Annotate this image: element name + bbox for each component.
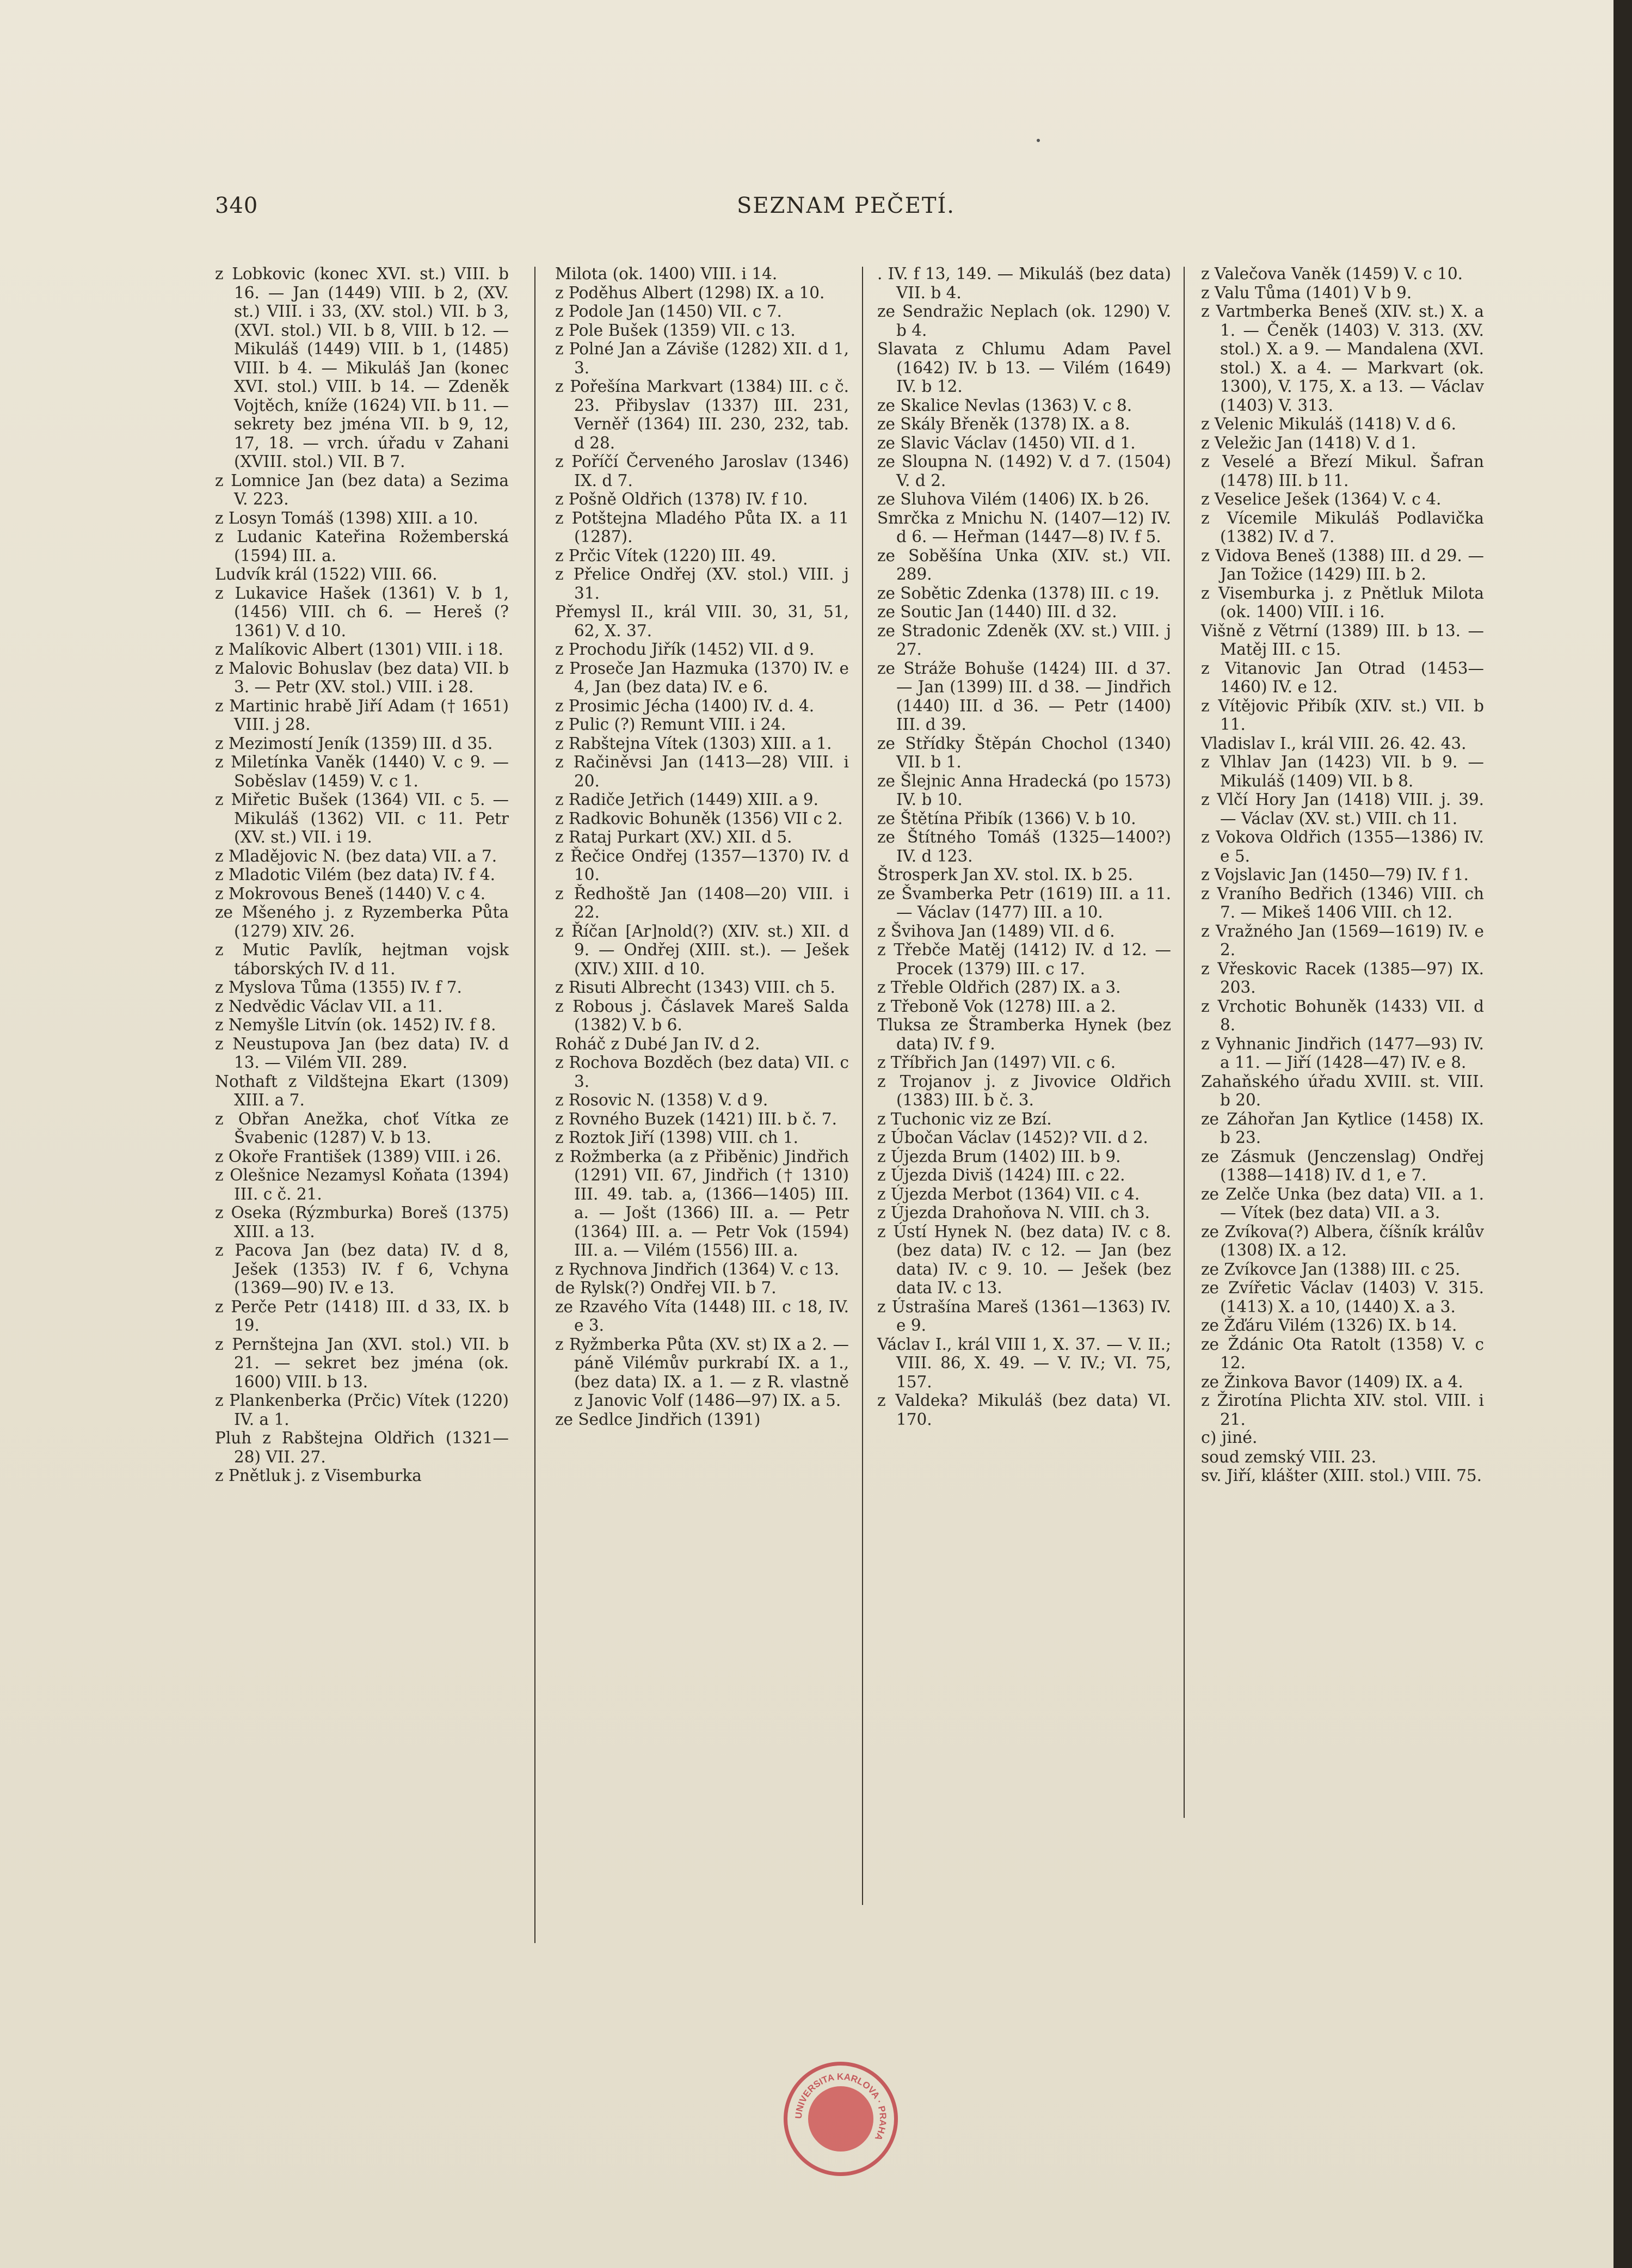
index-entry: z Veležic Jan (1418) V. d 1. (1201, 433, 1417, 452)
index-entry: Pluh z Rabštejna Oldřich (1321—28) VII. 27. (215, 1429, 509, 1466)
index-entry: ze Šlejnic Anna Hradecká (po 1573) IV. b 10. (877, 771, 1171, 809)
index-entry: ze Sloupna N. (1492) V. d 7. (1504) V. d 2. (877, 452, 1171, 490)
index-entry: z Vraního Bedřich (1346) VIII. ch 7. — Mikeš 1406 VIII. ch 12. (1201, 884, 1484, 921)
index-entry: z Valu Tůma (1401) V b 9. (1201, 283, 1412, 302)
index-entry: ze Soutic Jan (1440) III. d 32. (877, 603, 1117, 621)
index-entry: z Rabštejna Vítek (1303) XIII. a 1. (555, 734, 832, 753)
index-entry: z Pole Bušek (1359) VII. c 13. (555, 321, 796, 340)
index-entry: z Vokova Oldřich (1355—1386) IV. e 5. (1201, 828, 1484, 865)
index-entry: ze Zelče Unka (bez data) VII. a 1. — Vítek (bez data) VII. a 3. (1201, 1184, 1484, 1222)
index-entry: z Radkovic Bohuněk (1356) VII c 2. (555, 809, 843, 828)
index-entry: z Mladějovic N. (bez data) VII. a 7. (215, 846, 497, 865)
index-entry: ze Zvíkova(?) Albera, číšník králův (1308) IX. a 12. (1201, 1222, 1484, 1259)
index-entry: Přemysl II., král VIII. 30, 31, 51, 62, X. 37. (555, 603, 849, 640)
index-entry: z Ústí Hynek N. (bez data) IV. c 8. (bez data) IV. c 12. — Jan (bez data) IV. c 9. 10. — Ješek (bez data IV. c 13. (877, 1222, 1171, 1297)
index-entry: Tluksa ze Štramberka Hynek (bez data) IV. f 9. (877, 1016, 1171, 1053)
index-entry: z Okoře František (1389) VIII. i 26. (215, 1147, 502, 1166)
index-entry: ze Soběšína Unka (XIV. st.) VII. 289. (877, 546, 1171, 583)
index-entry: z Neustupova Jan (bez data) IV. d 13. — Vilém VII. 289. (215, 1034, 509, 1072)
column-divider (1184, 267, 1185, 1818)
index-entry: z Plankenberka (Prčic) Vítek (1220) IV. a 1. (215, 1391, 509, 1429)
index-entry: z Vartmberka Beneš (XIV. st.) X. a 1. — Čeněk (1403) V. 313. (XV. stol.) X. a 9. — Mandalena (XVI. stol.) X. a 4. — Markvart (ok. 1300), V. 175, X. a 13. — Václav (1403) V. 313. (1201, 302, 1484, 415)
index-entry: z Roztok Jiří (1398) VIII. ch 1. (555, 1128, 799, 1147)
index-entry: z Mladotic Vilém (bez data) IV. f 4. (215, 865, 496, 884)
index-entry: z Visemburka j. z Pnětluk Milota (ok. 1400) VIII. i 16. (1201, 583, 1484, 621)
index-column-3 (877, 265, 1171, 1429)
index-entry: ze Mšeného j. z Ryzemberka Půta (1279) XIV. 26. (215, 903, 509, 941)
index-entry: z Mutic Pavlík, hejtman vojsk táborských IV. d 11. (215, 941, 509, 978)
index-entry: ze Stradonic Zdeněk (XV. st.) VIII. j 27. (877, 621, 1171, 659)
index-entry: z Oseka (Rýzmburka) Boreš (1375) XIII. a 13. (215, 1203, 509, 1241)
index-entry: z Švihova Jan (1489) VII. d 6. (877, 921, 1115, 941)
index-entry: z Nedvědic Václav VII. a 11. (215, 997, 443, 1016)
index-entry: z Pnětluk j. z Visemburka (215, 1466, 422, 1485)
index-entry: Smrčka z Mnichu N. (1407—12) IV. d 6. — Heřman (1447—8) IV. f 5. (877, 508, 1171, 546)
index-entry: z Podole Jan (1450) VII. c 7. (555, 302, 782, 321)
index-entry: z Pulic (?) Remunt VIII. i 24. (555, 715, 786, 734)
index-entry: z Ryžmberka Půta (XV. st) IX a 2. — páně Vilémův purkrabí IX. a 1., (bez data) IX. a 1. — z R. vlastně z Janovic Volf (1486—97) IX. a 5. (555, 1335, 849, 1410)
index-column-1 (215, 265, 509, 1485)
index-entry: de Rylsk(?) Ondřej VII. b 7. (555, 1279, 777, 1297)
index-entry: z Třeboně Vok (1278) III. a 2. (877, 997, 1116, 1016)
index-entry: z Veselé a Březí Mikul. Šafran (1478) III. b 11. (1201, 452, 1484, 490)
index-entry: z Ředhoště Jan (1408—20) VIII. i 22. (555, 884, 849, 921)
index-entry: z Trojanov j. z Jivovice Oldřich (1383) III. b č. 3. (877, 1072, 1171, 1109)
index-entry: z Vícemile Mikuláš Podlavička (1382) IV. d 7. (1201, 508, 1484, 546)
index-entry: z Poříčí Červeného Jaroslav (1346) IX. d 7. (555, 452, 849, 490)
index-entry: z Úbočan Václav (1452)? VII. d 2. (877, 1128, 1148, 1147)
library-stamp (784, 2062, 898, 2176)
index-entry: z Vitanovic Jan Otrad (1453—1460) IV. e 12. (1201, 659, 1484, 696)
index-entry: z Poděhus Albert (1298) IX. a 10. (555, 283, 825, 302)
page-number: 340 (215, 193, 258, 218)
index-entry: Štrosperk Jan XV. stol. IX. b 25. (877, 865, 1133, 884)
stamp-ring-text (787, 2066, 894, 2172)
index-entry: Václav I., král VIII 1, X. 37. — V. II.; VIII. 86, X. 49. — V. IV.; VI. 75, 157. (877, 1335, 1171, 1391)
index-entry: z Vlhlav Jan (1423) VII. b 9. — Mikuláš (1409) VII. b 8. (1201, 753, 1484, 790)
index-entry: Višně z Větrní (1389) III. b 13. — Matěj III. c 15. (1201, 621, 1484, 659)
index-entry: ze Žďáru Vilém (1326) IX. b 14. (1201, 1316, 1457, 1335)
index-entry: z Valdeka? Mikuláš (bez data) VI. 170. (877, 1391, 1171, 1429)
index-column-4 (1201, 265, 1484, 1485)
index-entry: z Vrchotic Bohuněk (1433) VII. d 8. (1201, 997, 1484, 1034)
index-entry: z Mezimostí Jeník (1359) III. d 35. (215, 734, 493, 753)
index-entry: z Pošně Oldřich (1378) IV. f 10. (555, 490, 808, 508)
index-entry: z Třebče Matěj (1412) IV. d 12. — Procek (1379) III. c 17. (877, 941, 1171, 978)
index-entry: ze Sluhova Vilém (1406) IX. b 26. (877, 490, 1149, 508)
svg-text:UNIVERSITA KARLOVA · PRAHA: UNIVERSITA KARLOVA · PRAHA (793, 2071, 889, 2142)
index-entry: z Mokrovous Beneš (1440) V. c 4. (215, 884, 486, 903)
index-entry: ze Zvířetic Václav (1403) V. 315. (1413) X. a 10, (1440) X. a 3. (1201, 1279, 1484, 1316)
index-entry: ze Štětína Přibík (1366) V. b 10. (877, 809, 1136, 828)
index-entry: z Risuti Albrecht (1343) VIII. ch 5. (555, 978, 835, 997)
index-entry: ze Slavic Václav (1450) VII. d 1. (877, 433, 1136, 452)
index-entry: z Újezda Diviš (1424) III. c 22. (877, 1166, 1125, 1184)
index-entry: z Miřetic Bušek (1364) VII. c 5. — Mikuláš (1362) VII. c 11. Petr (XV. st.) VII. i 19. (215, 790, 509, 846)
index-entry: z Pernštejna Jan (XVI. stol.) VII. b 21. — sekret bez jména (ok. 1600) VIII. b 13. (215, 1335, 509, 1391)
index-entry: z Rovného Buzek (1421) III. b č. 7. (555, 1109, 837, 1128)
speck (1037, 139, 1040, 142)
index-entry: ze Skalice Nevlas (1363) V. c 8. (877, 396, 1132, 415)
index-entry: soud zemský VIII. 23. (1201, 1447, 1377, 1466)
index-entry: Zahaňského úřadu XVIII. st. VIII. b 20. (1201, 1072, 1484, 1109)
index-entry: z Lukavice Hašek (1361) V. b 1, (1456) VIII. ch 6. — Hereš (? 1361) V. d 10. (215, 583, 509, 640)
index-entry: z Pacova Jan (bez data) IV. d 8, Ješek (1353) IV. f 6, Vchyna (1369—90) IV. e 13. (215, 1241, 509, 1297)
column-divider (534, 267, 535, 1943)
index-entry: Nothaft z Vildštejna Ekart (1309) XIII. a 7. (215, 1072, 509, 1109)
index-entry: z Vražného Jan (1569—1619) IV. e 2. (1201, 921, 1484, 959)
index-entry: z Robous j. Čáslavek Mareš Salda (1382) V. b 6. (555, 997, 849, 1034)
index-entry: z Žirotína Plichta XIV. stol. VIII. i 21. (1201, 1391, 1484, 1429)
index-entry: z Prosimic Jécha (1400) IV. d. 4. (555, 696, 815, 715)
index-entry: z Újezda Merbot (1364) VII. c 4. (877, 1184, 1140, 1203)
index-entry: Roháč z Dubé Jan IV. d 2. (555, 1034, 760, 1053)
index-entry: ze Rzavého Víta (1448) III. c 18, IV. e 3. (555, 1297, 849, 1335)
column-divider (862, 267, 863, 1905)
index-entry: z Říčan [Ar]nold(?) (XIV. st.) XII. d 9. — Ondřej (XIII. st.). — Ješek (XIV.) XIII. d 10. (555, 921, 849, 978)
index-entry: z Malíkovic Albert (1301) VIII. i 18. (215, 640, 503, 659)
index-entry: ze Záhořan Jan Kytlice (1458) IX. b 23. (1201, 1109, 1484, 1147)
index-entry: ze Skály Břeněk (1378) IX. a 8. (877, 415, 1130, 433)
index-entry: z Vítějovic Přibík (XIV. st.) VII. b 11. (1201, 696, 1484, 734)
index-entry: z Prčic Vítek (1220) III. 49. (555, 546, 777, 565)
page-header (215, 188, 1477, 231)
index-entry: z Malovic Bohuslav (bez data) VII. b 3. — Petr (XV. stol.) VIII. i 28. (215, 659, 509, 696)
section-subheading: c) jiné. (1201, 1428, 1258, 1447)
index-entry: Ludvík král (1522) VIII. 66. (215, 565, 438, 583)
index-column-2 (555, 265, 849, 1429)
index-entry: z Rataj Purkart (XV.) XII. d 5. (555, 828, 792, 846)
index-entry: ze Zvíkovce Jan (1388) III. c 25. (1201, 1259, 1461, 1279)
index-entry: z Prochodu Jiřík (1452) VII. d 9. (555, 640, 815, 659)
index-entry: z Martinic hrabě Jiří Adam († 1651) VIII. j 28. (215, 696, 509, 734)
scan-edge (1613, 0, 1632, 2268)
index-entry: z Ludanic Kateřina Rožemberská (1594) III. a. (215, 527, 509, 565)
index-entry: z Miletínka Vaněk (1440) V. c 9. — Soběslav (1459) V. c 1. (215, 753, 509, 790)
index-entry: z Újezda Brum (1402) III. b 9. (877, 1147, 1121, 1166)
index-entry: z Velenic Mikuláš (1418) V. d 6. (1201, 415, 1457, 433)
index-entry: ze Ždánic Ota Ratolt (1358) V. c 12. (1201, 1335, 1484, 1372)
index-entry: ze Sedlce Jindřich (1391) (555, 1410, 761, 1429)
index-entry: ze Stráže Bohuše (1424) III. d 37. — Jan (1399) III. d 38. — Jindřich (1440) III. d 36. — Petr (1400) III. d 39. (877, 659, 1171, 734)
index-entry: z Třeble Oldřich (287) IX. a 3. (877, 978, 1121, 997)
index-entry: z Tuchonic viz ze Bzí. (877, 1109, 1052, 1128)
index-entry: z Vřeskovic Racek (1385—97) IX. 203. (1201, 959, 1484, 997)
index-entry: ze Střídky Štěpán Chochol (1340) VII. b 1. (877, 734, 1171, 771)
index-entry: z Račiněvsi Jan (1413—28) VIII. i 20. (555, 753, 849, 790)
index-entry: z Tříbřich Jan (1497) VII. c 6. (877, 1053, 1116, 1072)
index-entry: z Veselice Ješek (1364) V. c 4. (1201, 490, 1442, 508)
index-entry: z Olešnice Nezamysl Koňata (1394) III. c č. 21. (215, 1166, 509, 1203)
index-entry: z Lobkovic (konec XVI. st.) VIII. b 16. — Jan (1449) VIII. b 2, (XV. st.) VIII. i 33, (XV. stol.) VII. b 3, (XVI. stol.) VII. b 8, VIII. b 12. — Mikuláš (1449) VIII. b 1, (1485) VIII. b 4. — Mikuláš Jan (konec XVI. stol.) VIII. b 14. — Zdeněk Vojtěch, kníže (1624) VII. b 11. — sekrety bez jména VII. b 9, 12, 17, 18. — vrch. úřadu v Zahani (XVIII. stol.) VII. B 7. (215, 265, 509, 471)
index-entry: Milota (ok. 1400) VIII. i 14. (555, 265, 778, 283)
index-entry: z Rosovic N. (1358) V. d 9. (555, 1091, 768, 1109)
index-entry: z Vyhnanic Jindřich (1477—93) IV. a 11. — Jiří (1428—47) IV. e 8. (1201, 1034, 1484, 1072)
index-entry: z Řečice Ondřej (1357—1370) IV. d 10. (555, 846, 849, 884)
index-entry: Slavata z Chlumu Adam Pavel (1642) IV. b 13. — Vilém (1649) IV. b 12. (877, 340, 1171, 396)
column-4-entries (1201, 265, 1484, 1429)
index-entry: z Polné Jan a Záviše (1282) XII. d 1, 3. (555, 340, 849, 377)
index-entry: z Myslova Tůma (1355) IV. f 7. (215, 978, 462, 997)
index-entry: z Nemyšle Litvín (ok. 1452) IV. f 8. (215, 1016, 496, 1034)
index-entry: z Valečova Vaněk (1459) V. c 10. (1201, 265, 1463, 283)
index-entry: z Rožmberka (a z Přiběnic) Jindřich (1291) VII. 67, Jindřich († 1310) III. 49. tab. a, (1366—1405) III. a. — Jošt (1366) III. a. — Petr (1364) III. a. — Petr Vok (1594) III. a. — Vilém (1556) III. a. (555, 1147, 849, 1259)
column-4-other-entries (1201, 1448, 1484, 1485)
index-entry: z Losyn Tomáš (1398) XIII. a 10. (215, 508, 478, 527)
index-entry: ze Sendražic Neplach (ok. 1290) V. b 4. (877, 302, 1171, 340)
page-title: SEZNAM PEČETÍ. (736, 193, 956, 218)
index-entry: z Přelice Ondřej (XV. stol.) VIII. j 31. (555, 565, 849, 603)
index-entry: z Proseče Jan Hazmuka (1370) IV. e 4, Jan (bez data) IV. e 6. (555, 659, 849, 696)
index-entry: z Vidova Beneš (1388) III. d 29. — Jan Tožice (1429) III. b 2. (1201, 546, 1484, 583)
index-entry: ze Zásmuk (Jenczenslag) Ondřej (1388—1418) IV. d 1, e 7. (1201, 1147, 1484, 1184)
index-entry: ze Švamberka Petr (1619) III. a 11. — Václav (1477) III. a 10. (877, 884, 1171, 921)
index-entry: z Obřan Anežka, choť Vítka ze Švabenic (1287) V. b 13. (215, 1109, 509, 1147)
index-entry: z Rochova Bozděch (bez data) VII. c 3. (555, 1053, 849, 1091)
index-entry: Vladislav I., král VIII. 26. 42. 43. (1201, 734, 1467, 753)
index-entry: . IV. f 13, 149. — Mikuláš (bez data) VII. b 4. (877, 265, 1171, 302)
index-entry: z Lomnice Jan (bez data) a Sezima V. 223. (215, 471, 509, 508)
index-entry: ze Žinkova Bavor (1409) IX. a 4. (1201, 1372, 1463, 1391)
index-entry: ze Štítného Tomáš (1325—1400?) IV. d 123. (877, 828, 1171, 865)
index-entry: z Vojslavic Jan (1450—79) IV. f 1. (1201, 865, 1469, 884)
index-entry: ze Sobětic Zdenka (1378) III. c 19. (877, 583, 1160, 603)
index-entry: z Perče Petr (1418) III. d 33, IX. b 19. (215, 1297, 509, 1335)
index-entry: z Potštejna Mladého Půta IX. a 11 (1287). (555, 508, 849, 546)
index-entry: sv. Jiří, klášter (XIII. stol.) VIII. 75. (1201, 1466, 1482, 1485)
index-entry: z Rychnova Jindřich (1364) V. c 13. (555, 1259, 839, 1279)
index-entry: z Pořešína Markvart (1384) III. c č. 23. Přibyslav (1337) III. 231, Verněř (1364) III. 230, 232, tab. d 28. (555, 377, 849, 452)
index-entry: z Vlčí Hory Jan (1418) VIII. j. 39. — Václav (XV. st.) VIII. ch 11. (1201, 790, 1484, 828)
index-entry: z Radiče Jetřich (1449) XIII. a 9. (555, 790, 818, 809)
index-entry: z Ústrašína Mareš (1361—1363) IV. e 9. (877, 1297, 1171, 1335)
index-entry: z Újezda Drahoňova N. VIII. ch 3. (877, 1203, 1150, 1222)
